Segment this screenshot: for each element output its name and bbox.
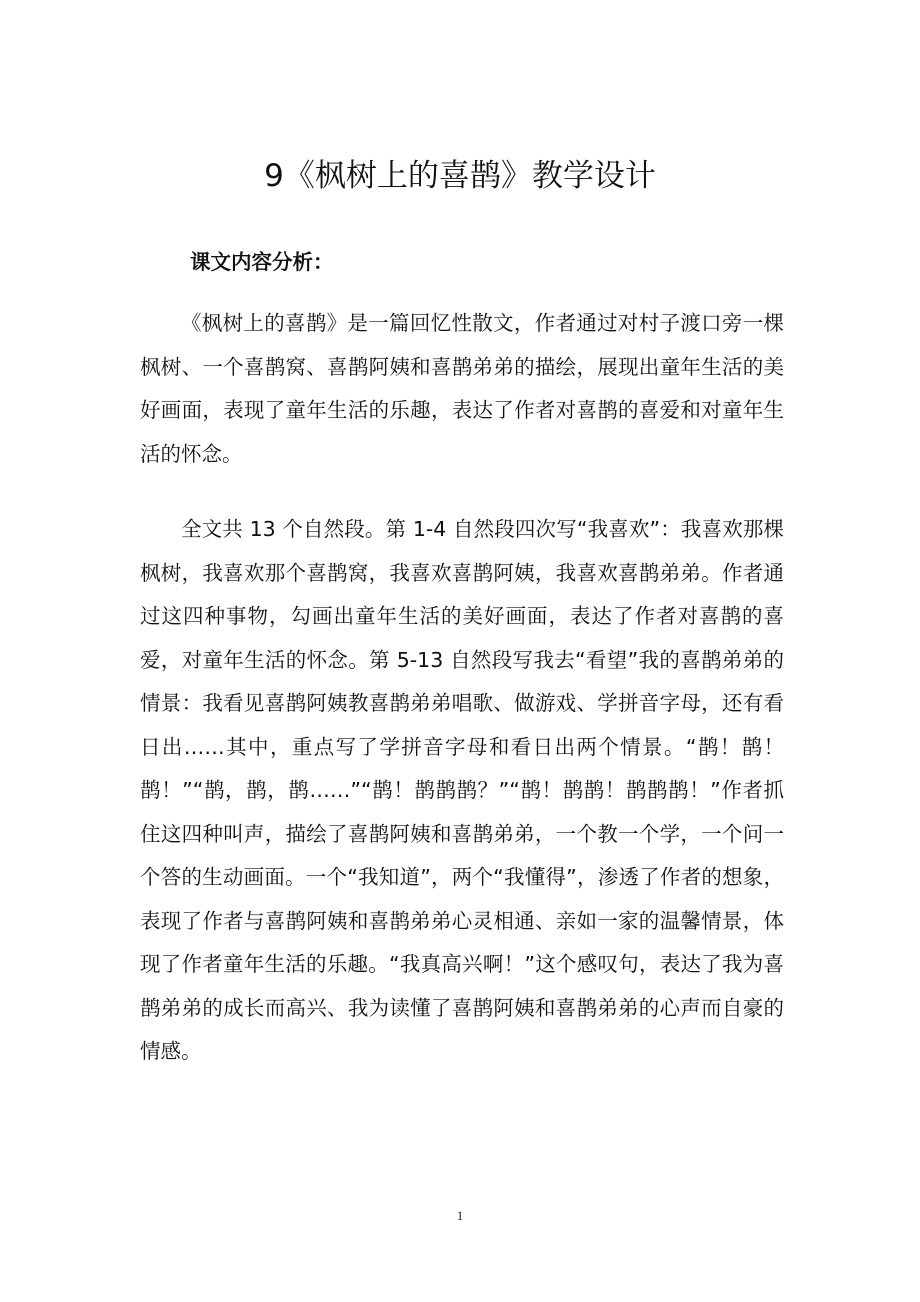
paragraph-1: 《枫树上的喜鹊》是一篇回忆性散文，作者通过对村子渡口旁一棵枫树、一个喜鹊窝、喜鹊阿姨和喜鹊弟弟的描绘，展现出童年生活的美好画面，表现了童年生活的乐趣，表达了作者对喜鹊的喜爱和对童年生活的怀念。	[140, 311, 784, 466]
page-number: 1	[456, 1208, 464, 1223]
page-title: 9《枫树上的喜鹊》教学设计	[264, 158, 656, 194]
paragraph-2: 全文共 13 个自然段。第 1-4 自然段四次写“我喜欢”：我喜欢那棵枫树，我喜欢那个喜鹊窝，我喜欢喜鹊阿姨，我喜欢喜鹊弟弟。作者通过这四种事物，勾画出童年生活的美好画面，表达了作者对喜鹊的喜爱，对童年生活的怀念。第 5-13 自然段写我去“看望”我的喜鹊弟弟的情景：我看见喜鹊阿姨教喜鹊弟弟唱歌、做游戏、学拼音字母，还有看日出……其中，重点写了学拼音字母和看日出两个情景。“鹊！鹊！鹊！”“鹊，鹊，鹊……”“鹊！鹊鹊鹊？”“鹊！鹊鹊！鹊鹊鹊！”作者抓住这四种叫声，描绘了喜鹊阿姨和喜鹊弟弟，一个教一个学，一个问一个答的生动画面。一个“我知道”，两个“我懂得”，渗透了作者的想象，表现了作者与喜鹊阿姨和喜鹊弟弟心灵相通、亲如一家的温馨情景，体现了作者童年生活的乐趣。“我真高兴啊！”这个感叹句，表达了我为喜鹊弟弟的成长而高兴、我为读懂了喜鹊阿姨和喜鹊弟弟的心声而自豪的情感。	[140, 517, 784, 1063]
section-heading: 课文内容分析：	[190, 250, 334, 274]
